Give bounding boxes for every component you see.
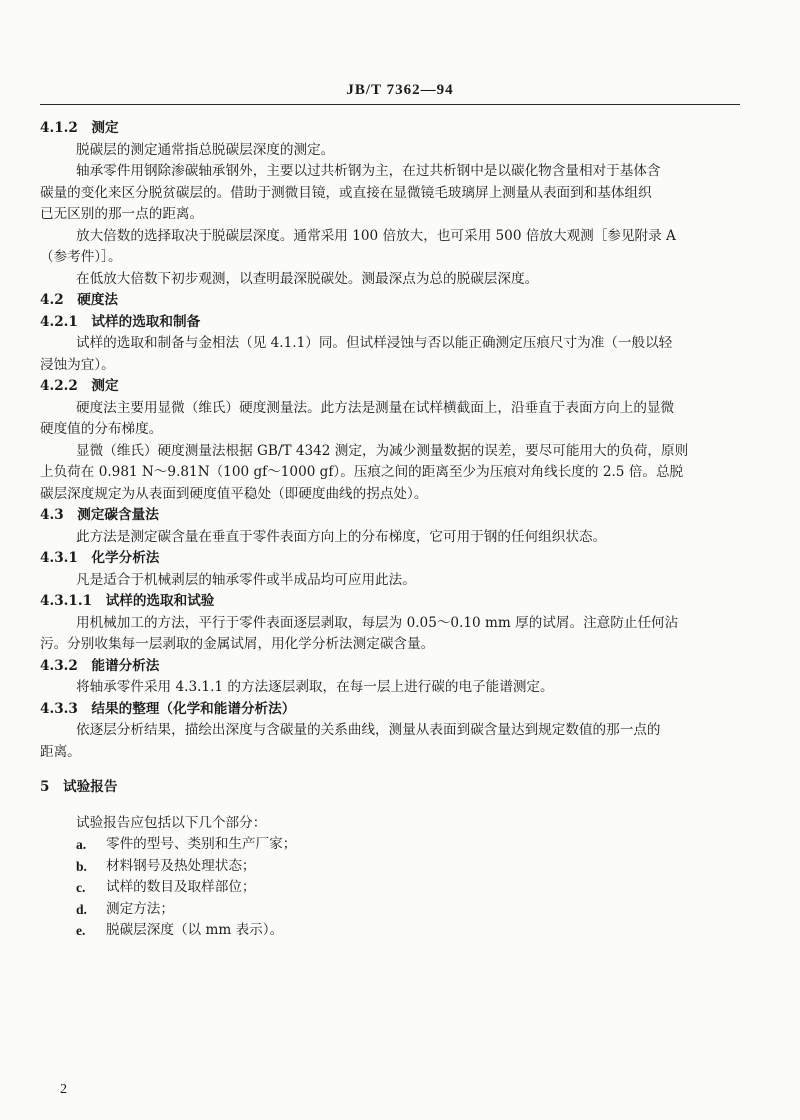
document-body <box>40 118 740 942</box>
list-item-label: a. <box>76 837 87 852</box>
heading-4-3-2: 4.3.2 能谱分析法 <box>40 657 160 674</box>
paragraph-cont: 碳量的变化来区分脱贫碳层的。借助于测微目镜，或直接在显微镜毛玻璃屏上测量从表面到和基体组织 <box>40 184 652 201</box>
paragraph: 将轴承零件采用 4.3.1.1 的方法逐层剥取，在每一层上进行碳的电子能谱测定。 <box>76 679 554 695</box>
list-item-text: 零件的型号、类别和生产厂家； <box>106 836 297 852</box>
list-item-text: 试样的数目及取样部位； <box>106 879 256 895</box>
list-item-text: 脱碳层深度（以 mm 表示）。 <box>106 922 284 938</box>
paragraph: 脱碳层的测定通常指总脱碳层深度的测定。 <box>76 141 335 158</box>
paragraph: 硬度法主要用显微（维氏）硬度测量法。此方法是测量在试样横截面上，沿垂直于表面方向上的显微 <box>76 399 675 416</box>
list-item <box>40 920 740 942</box>
paragraph: 试样的选取和制备与金相法（见 4.1.1）同。但试样浸蚀与否以能正确测定压痕尺寸为准（一般以轻 <box>76 335 673 351</box>
paragraph-cont: 上负荷在 0.981 N～9.81N（100 gf～1000 gf）。压痕之间的距离至少为压痕对角线长度的 2.5 倍。总脱 <box>40 464 684 480</box>
list-item-label: e. <box>76 923 86 938</box>
list-item-label: d. <box>76 901 87 917</box>
heading-4-2-2: 4.2.2 测定 <box>40 378 119 394</box>
page-number: 2 <box>60 1082 67 1097</box>
paragraph-cont: 碳层深度规定为从表面到硬度值平稳处（即硬度曲线的拐点处）。 <box>40 485 428 502</box>
paragraph: 显微（维氏）硬度测量法根据 GB/T 4342 测定，为减少测量数据的误差，要尽可能用大的负荷，原则 <box>76 442 689 459</box>
list-item-label: b. <box>76 858 87 874</box>
heading-4-3-1: 4.3.1 化学分析法 <box>40 550 160 566</box>
list-item-text: 材料钢号及热处理状态； <box>106 857 256 874</box>
paragraph-cont: 浸蚀为宜）。 <box>40 356 115 373</box>
heading-4-3-1-1: 4.3.1.1 试样的选取和试验 <box>40 593 215 609</box>
paragraph: 依逐层分析结果，描绘出深度与含碳量的关系曲线，测量从表面到碳含量达到规定数值的那一点的 <box>76 722 661 738</box>
paragraph-cont: 硬度值的分布梯度。 <box>40 421 163 437</box>
heading-4-2: 4.2 硬度法 <box>40 292 119 308</box>
heading-4-2-1: 4.2.1 试样的选取和制备 <box>40 313 201 330</box>
document-header: JB/T 7362—94 <box>346 82 454 98</box>
paragraph-cont: （参考件）］。 <box>40 249 122 265</box>
paragraph: 在低放大倍数下初步观测，以查明最深脱碳处。测最深点为总的脱碳层深度。 <box>76 270 539 287</box>
paragraph: 凡是适合于机械剥层的轴承零件或半成品均可应用此法。 <box>76 571 416 588</box>
paragraph-cont: 已无区别的那一点的距离。 <box>40 206 204 222</box>
list-item <box>40 899 740 921</box>
heading-4-3: 4.3 测定碳含量法 <box>40 507 159 523</box>
paragraph-cont: 污。分别收集每一层剥取的金属试屑，用化学分析法测定碳含量。 <box>40 636 435 652</box>
heading-4-3-3: 4.3.3 结果的整理（化学和能谱分析法） <box>40 700 296 717</box>
list-item <box>40 834 740 856</box>
list-item-text: 测定方法； <box>106 900 174 917</box>
paragraph: 试验报告应包括以下几个部分： <box>76 814 267 831</box>
paragraph: 放大倍数的选择取决于脱碳层深度。通常采用 100 倍放大，也可采用 500 倍放大观测［参见附录 A <box>76 227 676 244</box>
paragraph-cont: 距离。 <box>40 743 81 760</box>
list-item <box>40 856 740 878</box>
header-rule <box>40 104 740 105</box>
paragraph: 用机械加工的方法，平行于零件表面逐层剥取，每层为 0.05～0.10 mm 厚的试屑。注意防止任何沾 <box>76 614 679 631</box>
paragraph: 轴承零件用钢除渗碳轴承钢外，主要以过共析钢为主，在过共析钢中是以碳化物含量相对于基体含 <box>76 163 661 179</box>
heading-5: 5 试验报告 <box>40 779 118 795</box>
list-item-label: c. <box>76 880 86 895</box>
list-item <box>40 877 740 899</box>
paragraph: 此方法是测定碳含量在垂直于零件表面方向上的分布梯度，它可用于钢的任何组织状态。 <box>76 528 607 545</box>
heading-4-1-2: 4.1.2 测定 <box>40 120 119 136</box>
